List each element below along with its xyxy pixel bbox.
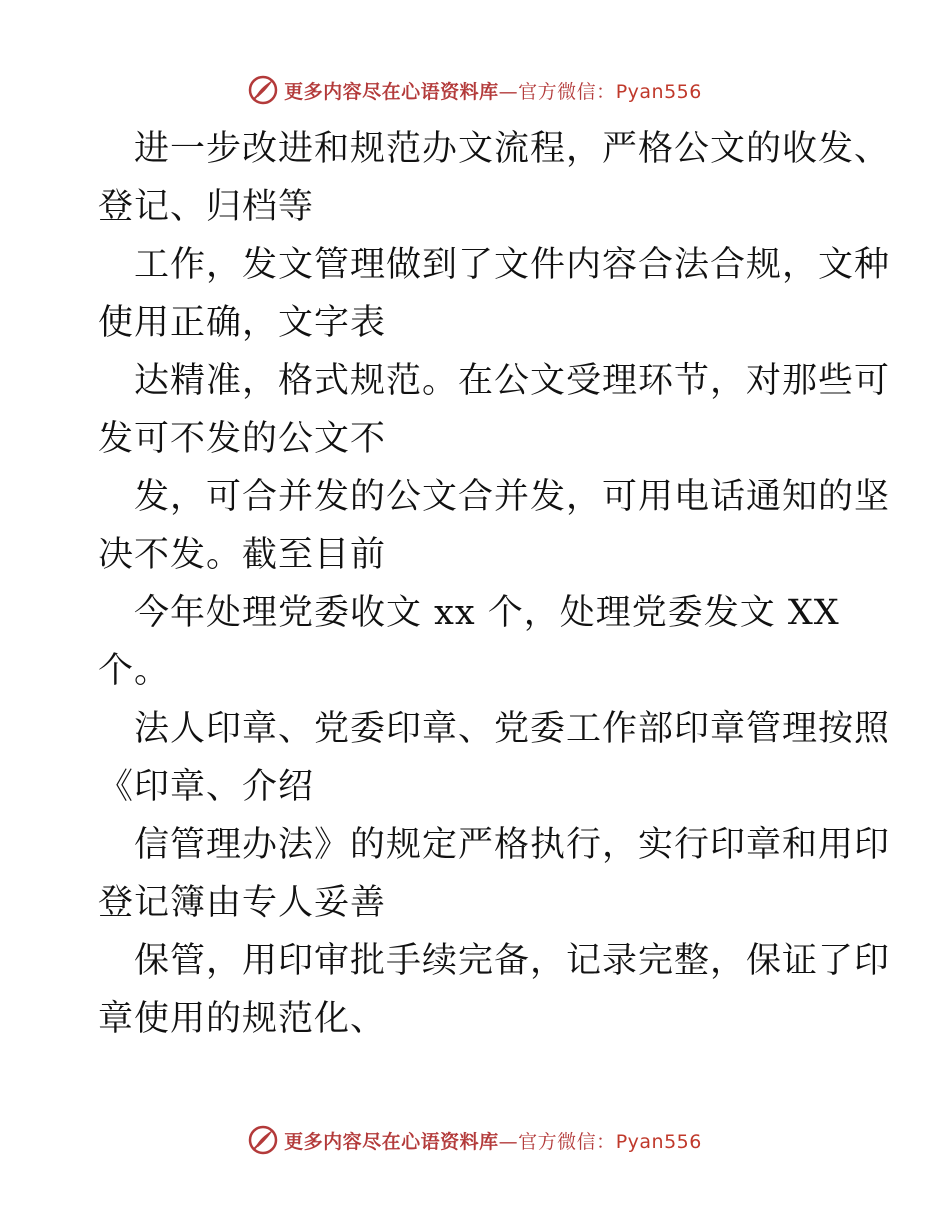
text-line: 今年处理党委收文 xx 个，处理党委发文 XX xyxy=(134,593,840,633)
text-line: 个。 xyxy=(98,651,171,691)
text-line: 登记簿由专人妥善 xyxy=(98,883,387,923)
quill-logo-icon xyxy=(248,75,278,105)
text-line: 发，可合并发的公文合并发，可用电话通知的坚 xyxy=(134,477,891,517)
footer-banner xyxy=(0,1120,950,1160)
banner-site-text: 更多内容尽在心语资料库 xyxy=(284,1130,499,1153)
banner-text xyxy=(284,1127,702,1154)
banner-wechat-id: Pyan556 xyxy=(615,80,702,103)
text-line: 登记、归档等 xyxy=(98,187,315,227)
banner-official-label: 官方微信： xyxy=(518,1130,616,1153)
banner-dash: — xyxy=(498,1130,519,1153)
text-line: 决不发。截至目前 xyxy=(98,535,387,575)
banner-official-label: 官方微信： xyxy=(518,80,616,103)
text-line: 达精准，格式规范。在公文受理环节，对那些可 xyxy=(134,361,891,401)
quill-logo-icon xyxy=(248,1125,278,1155)
text-line: 信管理办法》的规定严格执行，实行印章和用印 xyxy=(134,825,891,865)
text-line: 发可不发的公文不 xyxy=(98,419,387,459)
document-body xyxy=(98,120,891,1048)
text-line: 工作，发文管理做到了文件内容合法合规，文种 xyxy=(134,245,891,285)
banner-text xyxy=(284,77,702,104)
text-line: 《印章、介绍 xyxy=(98,767,315,807)
banner-wechat-id: Pyan556 xyxy=(615,1130,702,1153)
banner-site-text: 更多内容尽在心语资料库 xyxy=(284,80,499,103)
banner-dash: — xyxy=(498,80,519,103)
text-line: 法人印章、党委印章、党委工作部印章管理按照 xyxy=(134,709,891,749)
header-banner xyxy=(0,70,950,110)
text-line: 使用正确，文字表 xyxy=(98,303,387,343)
text-line: 进一步改进和规范办文流程，严格公文的收发、 xyxy=(134,129,891,169)
text-line: 保管，用印审批手续完备，记录完整，保证了印 xyxy=(134,941,891,981)
text-line: 章使用的规范化、 xyxy=(98,999,387,1039)
